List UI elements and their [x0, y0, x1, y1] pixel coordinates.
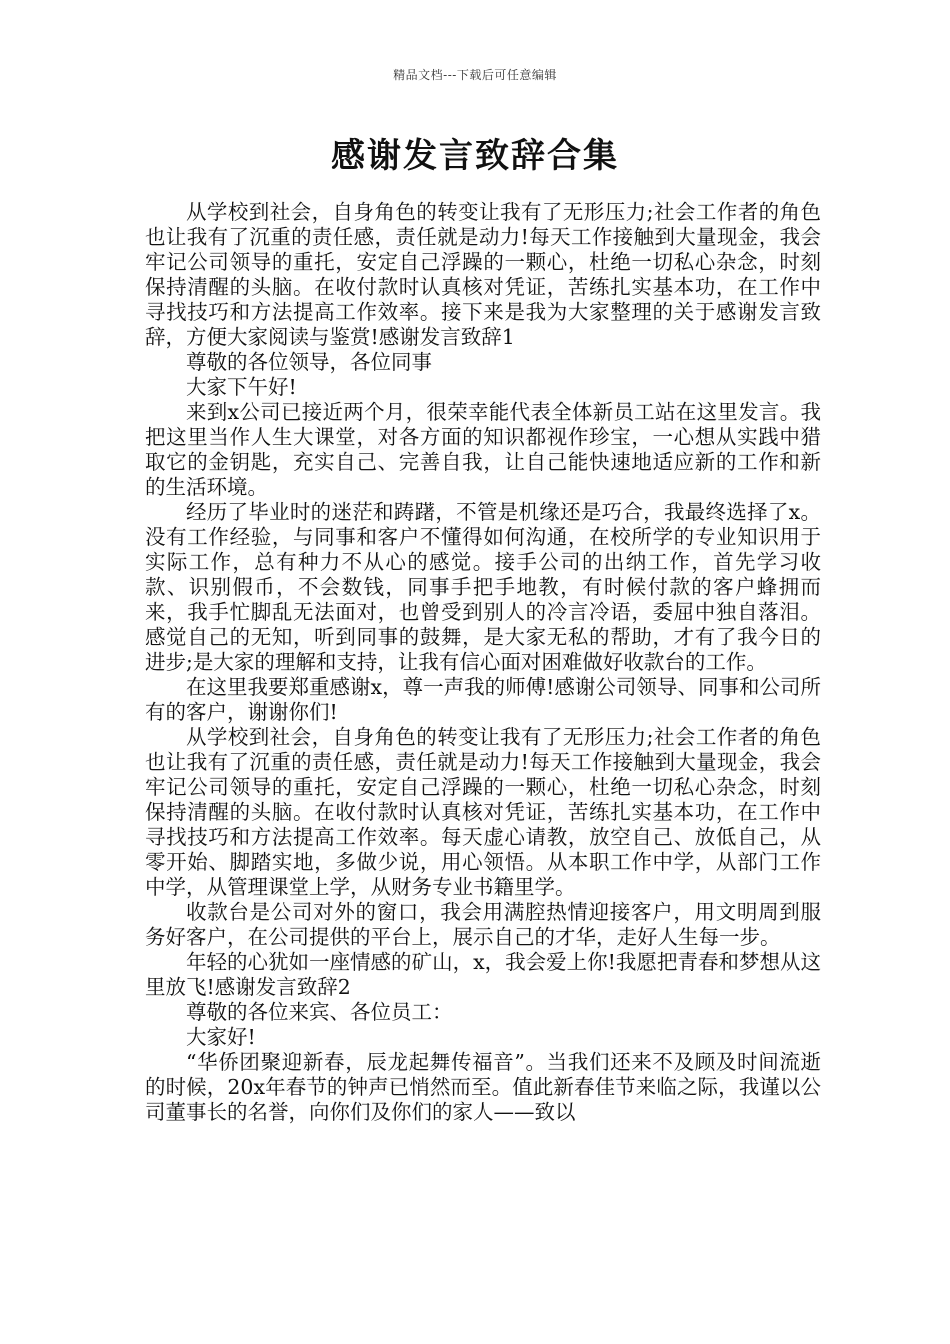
paragraph: 大家下午好!	[186, 375, 297, 399]
paragraph: 年轻的心犹如一座情感的矿山，x，我会爱上你!我愿把青春和梦想从这里放飞!感谢发言致辞2	[145, 950, 821, 999]
paragraph: 从学校到社会，自身角色的转变让我有了无形压力;社会工作者的角色也让我有了沉重的责任感，责任就是动力!每天工作接触到大量现金，我会牢记公司领导的重托，安定自己浮躁的一颗心，杜绝一切私心杂念，时刻保持清醒的头脑。在收付款时认真核对凭证，苦练扎实基本功，在工作中寻找技巧和方法提高工作效率。每天虚心请教，放空自己、放低自己，从零开始、脚踏实地，多做少说，用心领悟。从本职工作中学，从部门工作中学，从管理课堂上学，从财务专业书籍里学。	[145, 725, 821, 899]
paragraph: 从学校到社会，自身角色的转变让我有了无形压力;社会工作者的角色也让我有了沉重的责任感，责任就是动力!每天工作接触到大量现金，我会牢记公司领导的重托，安定自己浮躁的一颗心，杜绝一切私心杂念，时刻保持清醒的头脑。在收付款时认真核对凭证，苦练扎实基本功，在工作中寻找技巧和方法提高工作效率。接下来是我为大家整理的关于感谢发言致辞，方便大家阅读与鉴赏!感谢发言致辞1	[145, 200, 821, 349]
header-note: 精品文档---下载后可任意编辑	[393, 68, 557, 82]
paragraph: 大家好!	[186, 1025, 256, 1049]
paragraph: 在这里我要郑重感谢x，尊一声我的师傅!感谢公司领导、同事和公司所有的客户，谢谢你们!	[145, 675, 821, 724]
document-body	[145, 200, 821, 1125]
paragraph: 经历了毕业时的迷茫和踌躇，不管是机缘还是巧合，我最终选择了x。没有工作经验，与同事和客户不懂得如何沟通，在校所学的专业知识用于实际工作，总有种力不从心的感觉。接手公司的出纳工作，首先学习收款、识别假币，不会数钱，同事手把手地教，有时候付款的客户蜂拥而来，我手忙脚乱无法面对，也曾受到别人的冷言冷语，委屈中独自落泪。感觉自己的无知，听到同事的鼓舞，是大家无私的帮助，才有了我今日的进步;是大家的理解和支持，让我有信心面对困难做好收款台的工作。	[145, 500, 821, 674]
document-title: 感谢发言致辞合集	[331, 136, 619, 176]
paragraph: 来到x公司已接近两个月，很荣幸能代表全体新员工站在这里发言。我把这里当作人生大课堂，对各方面的知识都视作珍宝，一心想从实践中猎取它的金钥匙，充实自己、完善自我，让自己能快速地适应新的工作和新的生活环境。	[145, 400, 821, 499]
paragraph: 尊敬的各位来宾、各位员工：	[186, 1000, 453, 1024]
paragraph: “华侨团聚迎新春，辰龙起舞传福音”。当我们还来不及顾及时间流逝的时候，20x年春节的钟声已悄然而至。值此新春佳节来临之际，我谨以公司董事长的名誉，向你们及你们的家人——致以	[145, 1050, 821, 1124]
paragraph: 尊敬的各位领导，各位同事	[186, 350, 432, 374]
paragraph: 收款台是公司对外的窗口，我会用满腔热情迎接客户，用文明周到服务好客户，在公司提供的平台上，展示自己的才华，走好人生每一步。	[145, 900, 821, 949]
